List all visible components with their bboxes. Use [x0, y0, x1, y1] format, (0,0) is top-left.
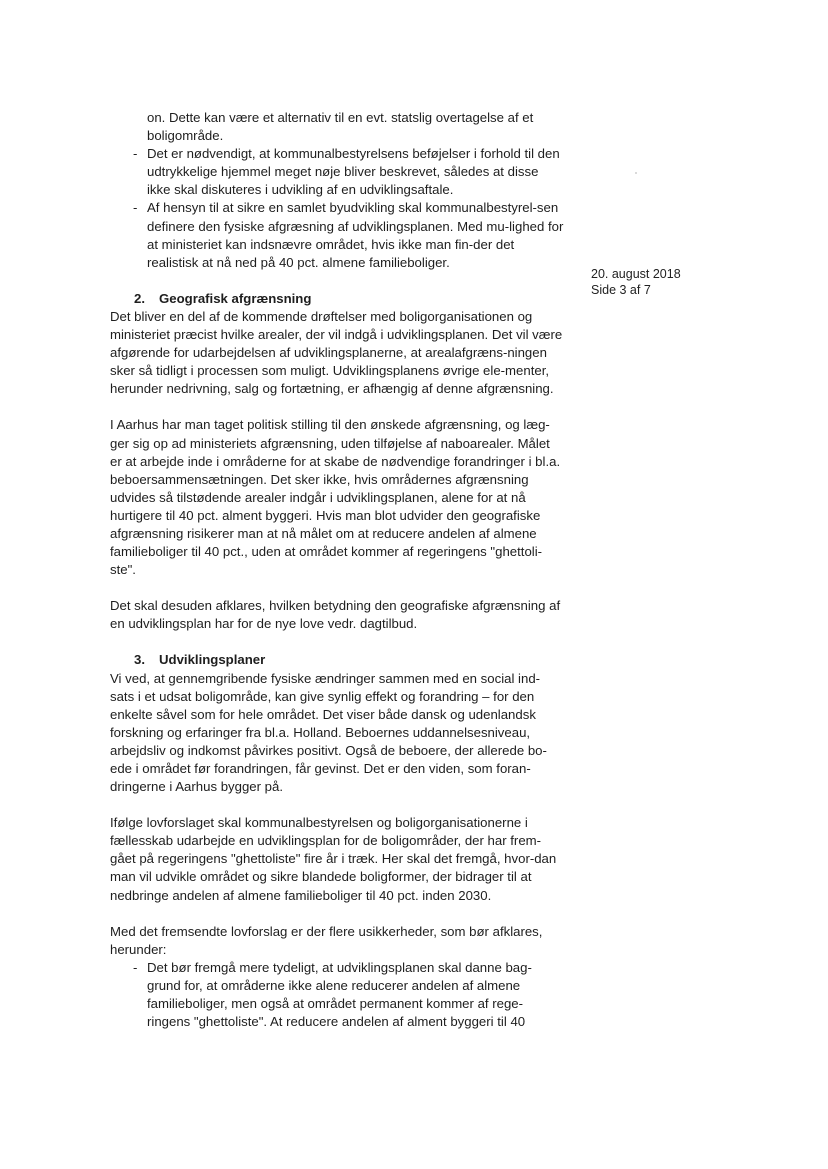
section-number: 2. — [134, 290, 145, 306]
bullet-text: Det er nødvendigt, at kommunalbestyrelsens beføjelser i forhold til den udtrykkelige hjemmel meget nøje bliver beskrevet, således at disse ikke skal diskuteres i udvikling af en udviklingsaftale. — [147, 146, 560, 198]
section-title: Geografisk afgrænsning — [159, 290, 312, 306]
bullet-dash: - — [133, 146, 138, 162]
paragraph: Det skal desuden afklares, hvilken betydning den geografiske afgrænsning af en udviklingsplan har for de nye love vedr. dagtilbud. — [110, 598, 561, 632]
page-sidebar — [591, 266, 681, 298]
section-heading — [110, 290, 564, 308]
section-number: 3. — [134, 652, 145, 668]
section-title: Udviklingsplaner — [159, 652, 266, 668]
bullet-item — [110, 145, 564, 199]
bullet-continuation: on. Dette kan være et alternativ til en evt. statslig overtagelse af et boligområde. — [147, 110, 534, 144]
bullet-dash: - — [133, 959, 138, 975]
paragraph: Det bliver en del af de kommende drøftelser med boligorganisationen og ministeriet præcist hvilke arealer, der vil indgå i udviklingsplanen. Det vil være afgørende for udarbejdelsen af udviklingsplanerne, at arealafgræns-ningen sker så tidligt i processen som muligt. Udviklingsplanens øvrige ele-menter, herunder nedrivning, salg og fortætning, er afhængig af denne afgrænsning. — [110, 308, 563, 397]
bullet-item — [110, 959, 564, 1031]
bullet-text: Det bør fremgå mere tydeligt, at udviklingsplanen skal danne bag-grund for, at områderne ikke alene reducerer andelen af almene familieboliger, men også at området permanent kommer af rege-ringens "ghettoliste". At reducere andelen af alment byggeri til 40 — [147, 959, 532, 1030]
bullet-dash: - — [133, 200, 138, 216]
paragraph: Vi ved, at gennemgribende fysiske ændringer sammen med en social ind-sats i et udsat boligområde, kan give synlig effekt og forandring – for den enkelte såvel som for hele området. Det viser både dansk og udenlandsk forskning og erfaringer fra bl.a. Holland. Beboernes uddannelsesniveau, arbejdsliv og indkomst påvirkes positivt. Også de beboere, der allerede bo-ede i området før forandringen, får gevinst. Det er den viden, som foran-dringerne i Aarhus bygger på. — [110, 670, 547, 795]
paragraph: Ifølge lovforslaget skal kommunalbestyrelsen og boligorganisationerne i fællesskab udarbejde en udviklingsplan for de boligområder, der har frem-gået på regeringens "ghettoliste" fire år i træk. Her skal det fremgå, hvor-dan man vil udvikle området og sikre blandede boligformer, der bidrager til at nedbringe andelen af almene familieboliger til 40 pct. inden 2030. — [110, 815, 557, 903]
document-body — [110, 109, 564, 1031]
bullet-item — [110, 199, 564, 271]
letter-date: 20. august 2018 — [591, 267, 681, 281]
section-heading — [110, 651, 564, 669]
paragraph: I Aarhus har man taget politisk stilling til den ønskede afgrænsning, og læg-ger sig op ad ministeriets afgrænsning, uden tilføjelse af naboarealer. Målet er at arbejde inde i områderne for at skabe de nødvendige forandringer i bl.a. beboersammensætningen. Det sker ikke, hvis områdernes afgrænsning udvides så tilstødende arealer indgår i udviklingsplanen, alene for at nå hurtigere til 40 pct. alment byggeri. Hvis man blot udvider den geografiske afgrænsning risikerer man at nå målet om at reducere andelen af almene familieboliger til 40 pct., uden at området kommer af regeringens "ghettoli-ste". — [110, 417, 561, 578]
bullet-text: Af hensyn til at sikre en samlet byudvikling skal kommunalbestyrel-sen definere den fysiske afgræsning af udviklingsplanen. Med mu-lighed for at ministeriet kan indsnævre området, hvis ikke man fin-der det realistisk at nå ned på 40 pct. almene familieboliger. — [147, 200, 564, 270]
paragraph: Med det fremsendte lovforslag er der flere usikkerheder, som bør afklares, herunder: — [110, 923, 543, 957]
scan-speck — [635, 172, 637, 174]
page-number: Side 3 af 7 — [591, 283, 651, 297]
